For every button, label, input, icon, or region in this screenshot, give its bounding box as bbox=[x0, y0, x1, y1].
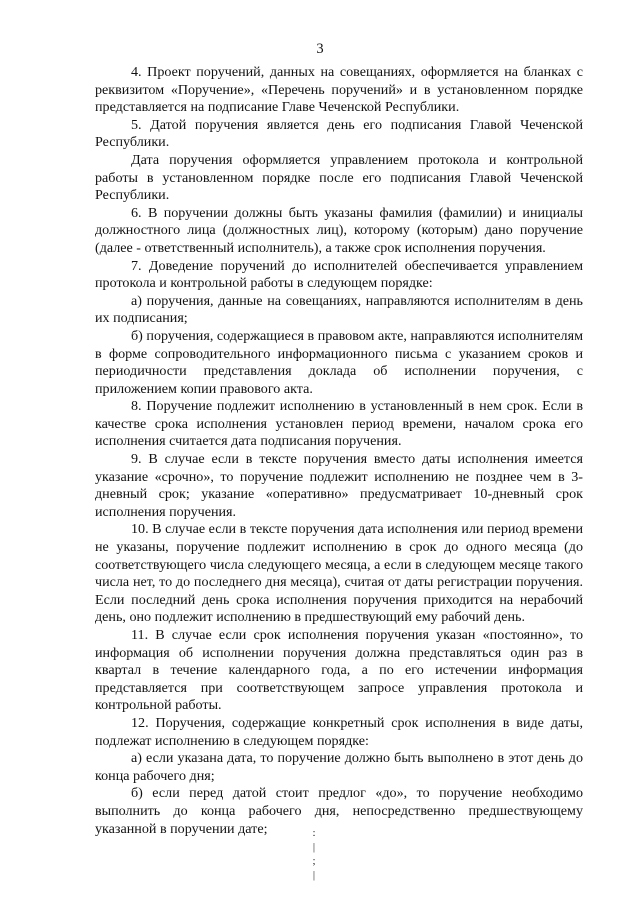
paragraph-8: 8. Поручение подлежит исполнению в установленный в нем срок. Если в качестве срока исполнения установлен период времени, началом срока его исполнения считается дата подписания поручения. bbox=[95, 398, 583, 450]
paragraph-12a: а) если указана дата, то поручение должно быть выполнено в этот день до конца рабочего дня; bbox=[95, 750, 583, 784]
paragraph-5: 5. Датой поручения является день его подписания Главой Чеченской Республики. bbox=[95, 116, 583, 151]
paragraph-7a: а) поручения, данные на совещаниях, направляются исполнителям в день их подписания; bbox=[95, 292, 583, 327]
paragraph-7b: б) поручения, содержащиеся в правовом акте, направляются исполнителям в форме сопроводительного информационного письма с указанием сроков и периодичности представления доклада об исполнении поручения, с приложением копии правового акта. bbox=[95, 327, 583, 397]
paragraph-12b: б) если перед датой стоит предлог «до», то поручение необходимо выполнить до конца рабочего дня, непосредственно предшествующему указанной в поручении дате; bbox=[95, 785, 583, 837]
paragraph-4: 4. Проект поручений, данных на совещаниях, оформляется на бланках с реквизитом «Поручение», «Перечень поручений» и в установленном порядке представляется на подписание Главе Чеченской Республики. bbox=[95, 64, 583, 116]
scan-mark-dashes bbox=[308, 826, 320, 882]
paragraph-10: 10. В случае если в тексте поручения дата исполнения или период времени не указаны, поручение подлежит исполнению в срок до одного месяца (до соответствующего числа следующего месяца, а если в следующем месяце такого числа нет, то до последнего дня месяца), считая от даты регистрации поручения. Если последний день срока исполнения поручения приходится на нерабочий день, оно подлежит исполнению в предшествующий ему рабочий день. bbox=[95, 521, 583, 626]
scan-mark: ; bbox=[312, 855, 316, 867]
paragraph-9: 9. В случае если в тексте поручения вместо даты исполнения имеется указание «срочно», то поручение подлежит исполнению не позднее чем в 3-дневный срок; указание «оперативно» предусматривает 10-дневный срок исполнения поручения. bbox=[95, 451, 583, 520]
document-body bbox=[95, 64, 583, 838]
paragraph-7: 7. Доведение поручений до исполнителей обеспечивается управлением протокола и контрольной работы в следующем порядке: bbox=[95, 257, 583, 292]
scan-mark: : bbox=[312, 827, 316, 839]
paragraph-11: 11. В случае если срок исполнения поручения указан «постоянно», то информация об исполнении поручения должна представляться один раз в квартал в течение календарного года, а по его истечении информация представляется при соответствующем запросе управления протокола и контрольной работы. bbox=[95, 627, 583, 714]
scan-mark: | bbox=[312, 841, 316, 853]
paragraph-5-date: Дата поручения оформляется управлением протокола и контрольной работы в установленном порядке после его подписания Главой Чеченской Республики. bbox=[95, 151, 583, 204]
paragraph-6: 6. В поручении должны быть указаны фамилия (фамилии) и инициалы должностного лица (должностных лиц), которому (которым) дано поручение (далее - ответственный исполнитель), а также срок исполнения поручения. bbox=[95, 204, 583, 256]
page-number: 3 bbox=[316, 41, 324, 57]
scan-mark: | bbox=[312, 869, 316, 881]
paragraph-12: 12. Поручения, содержащие конкретный срок исполнения в виде даты, подлежат исполнению в следующем порядке: bbox=[95, 714, 583, 749]
